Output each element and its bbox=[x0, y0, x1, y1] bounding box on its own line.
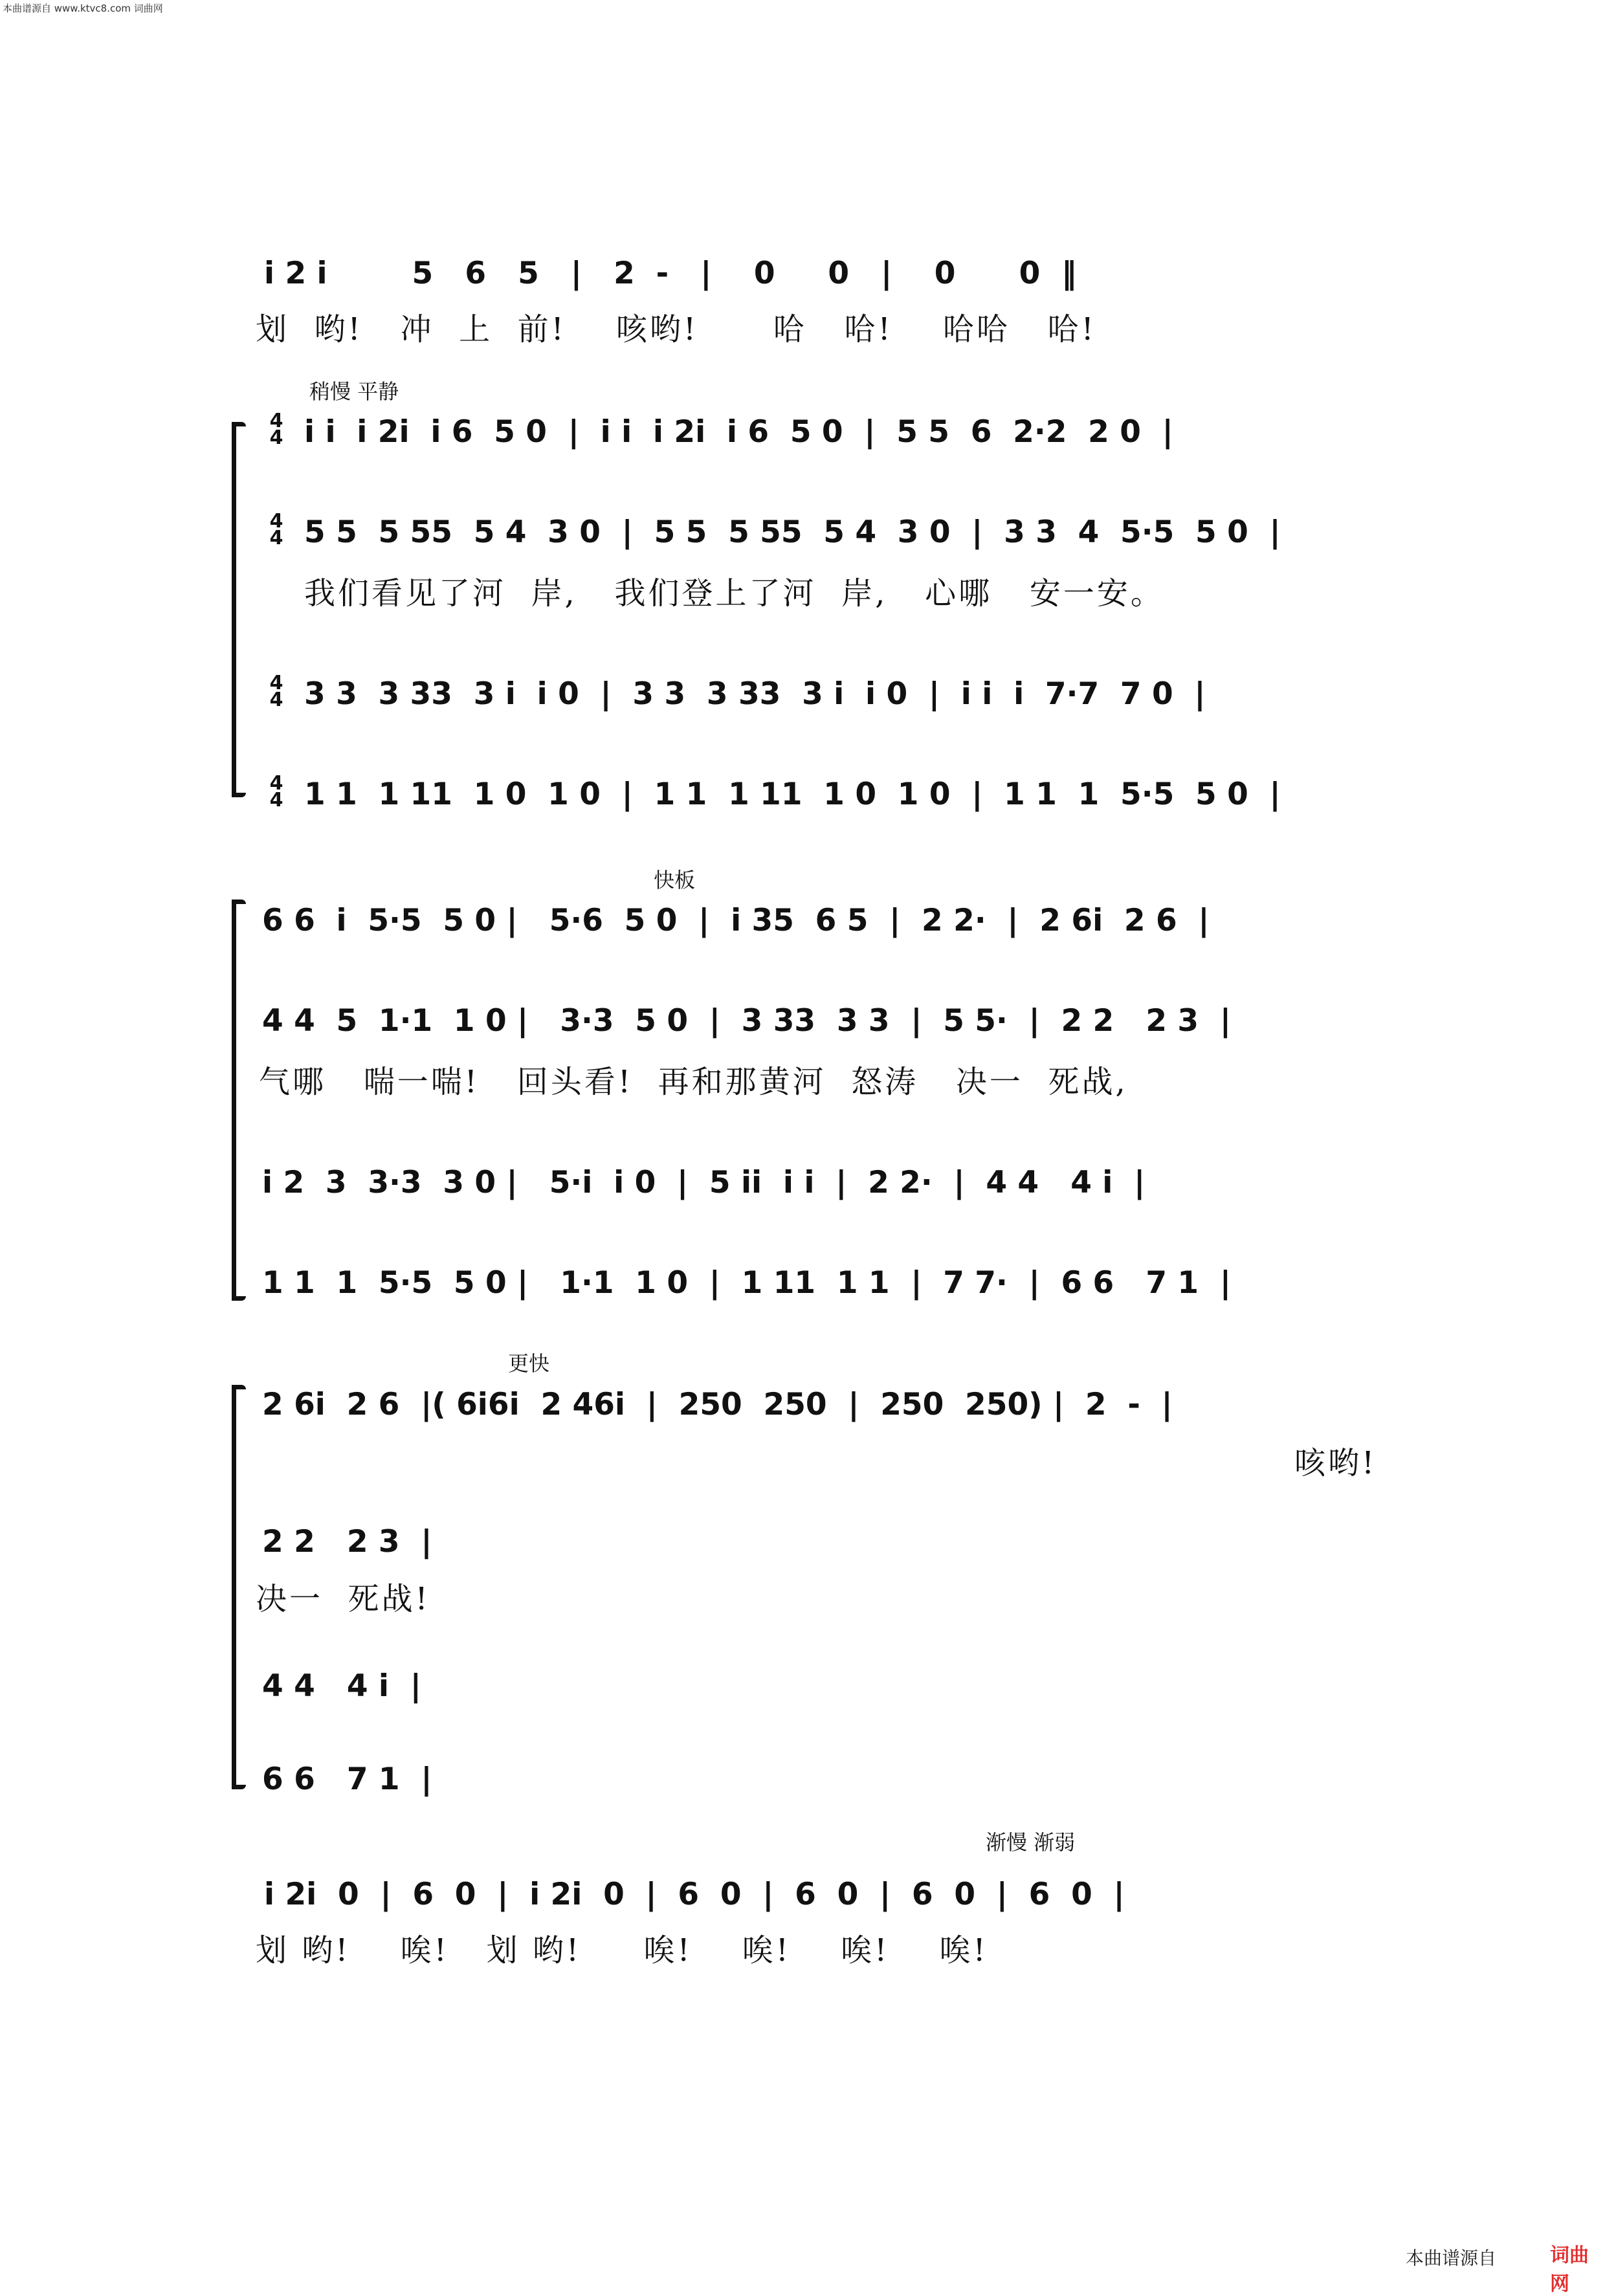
system3-part2: 4 4 5 1·1 1 0 | 3·3 5 0 | 3 33 3 3 | 5 5· | 2 2 2 3 | bbox=[262, 1003, 1232, 1039]
watermark-top: 本曲谱源自 www.ktvc8.com 词曲网 bbox=[3, 3, 163, 14]
system4-lyrics2: 决一 死战! bbox=[256, 1581, 430, 1617]
system1-notes: i 2 i 5 6 5 | 2 - | 0 0 | 0 0 ‖ bbox=[264, 256, 1077, 291]
system2-part2: 5 5 5 55 5 4 3 0 | 5 5 5 55 5 4 3 0 | 3 3 4 5·5 5 0 | bbox=[304, 514, 1281, 550]
system2-timesig-4: 4 4 bbox=[269, 772, 283, 811]
system2-part4: 1 1 1 11 1 0 1 0 | 1 1 1 11 1 0 1 0 | 1 1 1 5·5 5 0 | bbox=[304, 777, 1281, 812]
system2-part3: 3 3 3 33 3 i i 0 | 3 3 3 33 3 i i 0 | i i i 7·7 7 0 | bbox=[304, 676, 1206, 712]
system2-timesig-3: 4 4 bbox=[269, 672, 283, 711]
system3-part3: i 2 3 3·3 3 0 | 5·i i 0 | 5 ii i i | 2 2· | 4 4 4 i | bbox=[262, 1165, 1146, 1200]
system3-tempo: 快板 bbox=[654, 868, 696, 892]
system4-part2: 2 2 2 3 | bbox=[262, 1524, 432, 1560]
system4-part1: 2 6i 2 6 |( 6i6i 2 46i | 250 250 | 250 250) | 2 - | bbox=[262, 1387, 1173, 1422]
system2-lyrics: 我们看见了河 岸, 我们登上了河 岸, 心哪 安一安。 bbox=[304, 575, 1164, 612]
system3-part4: 1 1 1 5·5 5 0 | 1·1 1 0 | 1 11 1 1 | 7 7· | 6 6 7 1 | bbox=[262, 1265, 1232, 1301]
watermark-logo: 词曲网 bbox=[1550, 2244, 1589, 2295]
system4-lyrics1: 咳哟! bbox=[1294, 1445, 1377, 1481]
system2-part1: i i i 2i i 6 5 0 | i i i 2i i 6 5 0 | 5 5 6 2·2 2 0 | bbox=[304, 414, 1173, 450]
system4-part3: 4 4 4 i | bbox=[262, 1668, 421, 1704]
system2-timesig-1: 4 4 bbox=[269, 410, 283, 449]
watermark-bottom-text: 本曲谱源自 bbox=[1406, 2247, 1497, 2269]
system2-bracket bbox=[232, 422, 247, 797]
system3-part1: 6 6 i 5·5 5 0 | 5·6 5 0 | i 35 6 5 | 2 2· | 2 6i 2 6 | bbox=[262, 903, 1210, 938]
system2-timesig-2: 4 4 bbox=[269, 510, 283, 549]
system4-tempo: 更快 bbox=[508, 1351, 550, 1376]
system3-lyrics: 气哪 喘一喘! 回头看! 再和那黄河 怒涛 决一 死战, bbox=[259, 1064, 1128, 1100]
system3-bracket bbox=[232, 900, 247, 1301]
system1-lyrics: 划 哟! 冲 上 前! 咳哟! 哈 哈! 哈哈 哈! bbox=[256, 311, 1096, 348]
system4-bracket bbox=[232, 1385, 247, 1789]
system5-tempo: 渐慢 渐弱 bbox=[986, 1830, 1076, 1855]
system4-part4: 6 6 7 1 | bbox=[262, 1761, 432, 1797]
system2-tempo: 稍慢 平静 bbox=[309, 379, 399, 404]
system5-lyrics: 划 哟! 唉! 划 哟! 唉! 唉! 唉! 唉! bbox=[256, 1932, 988, 1969]
system5-notes: i 2i 0 | 6 0 | i 2i 0 | 6 0 | 6 0 | 6 0 | 6 0 | bbox=[264, 1877, 1125, 1912]
